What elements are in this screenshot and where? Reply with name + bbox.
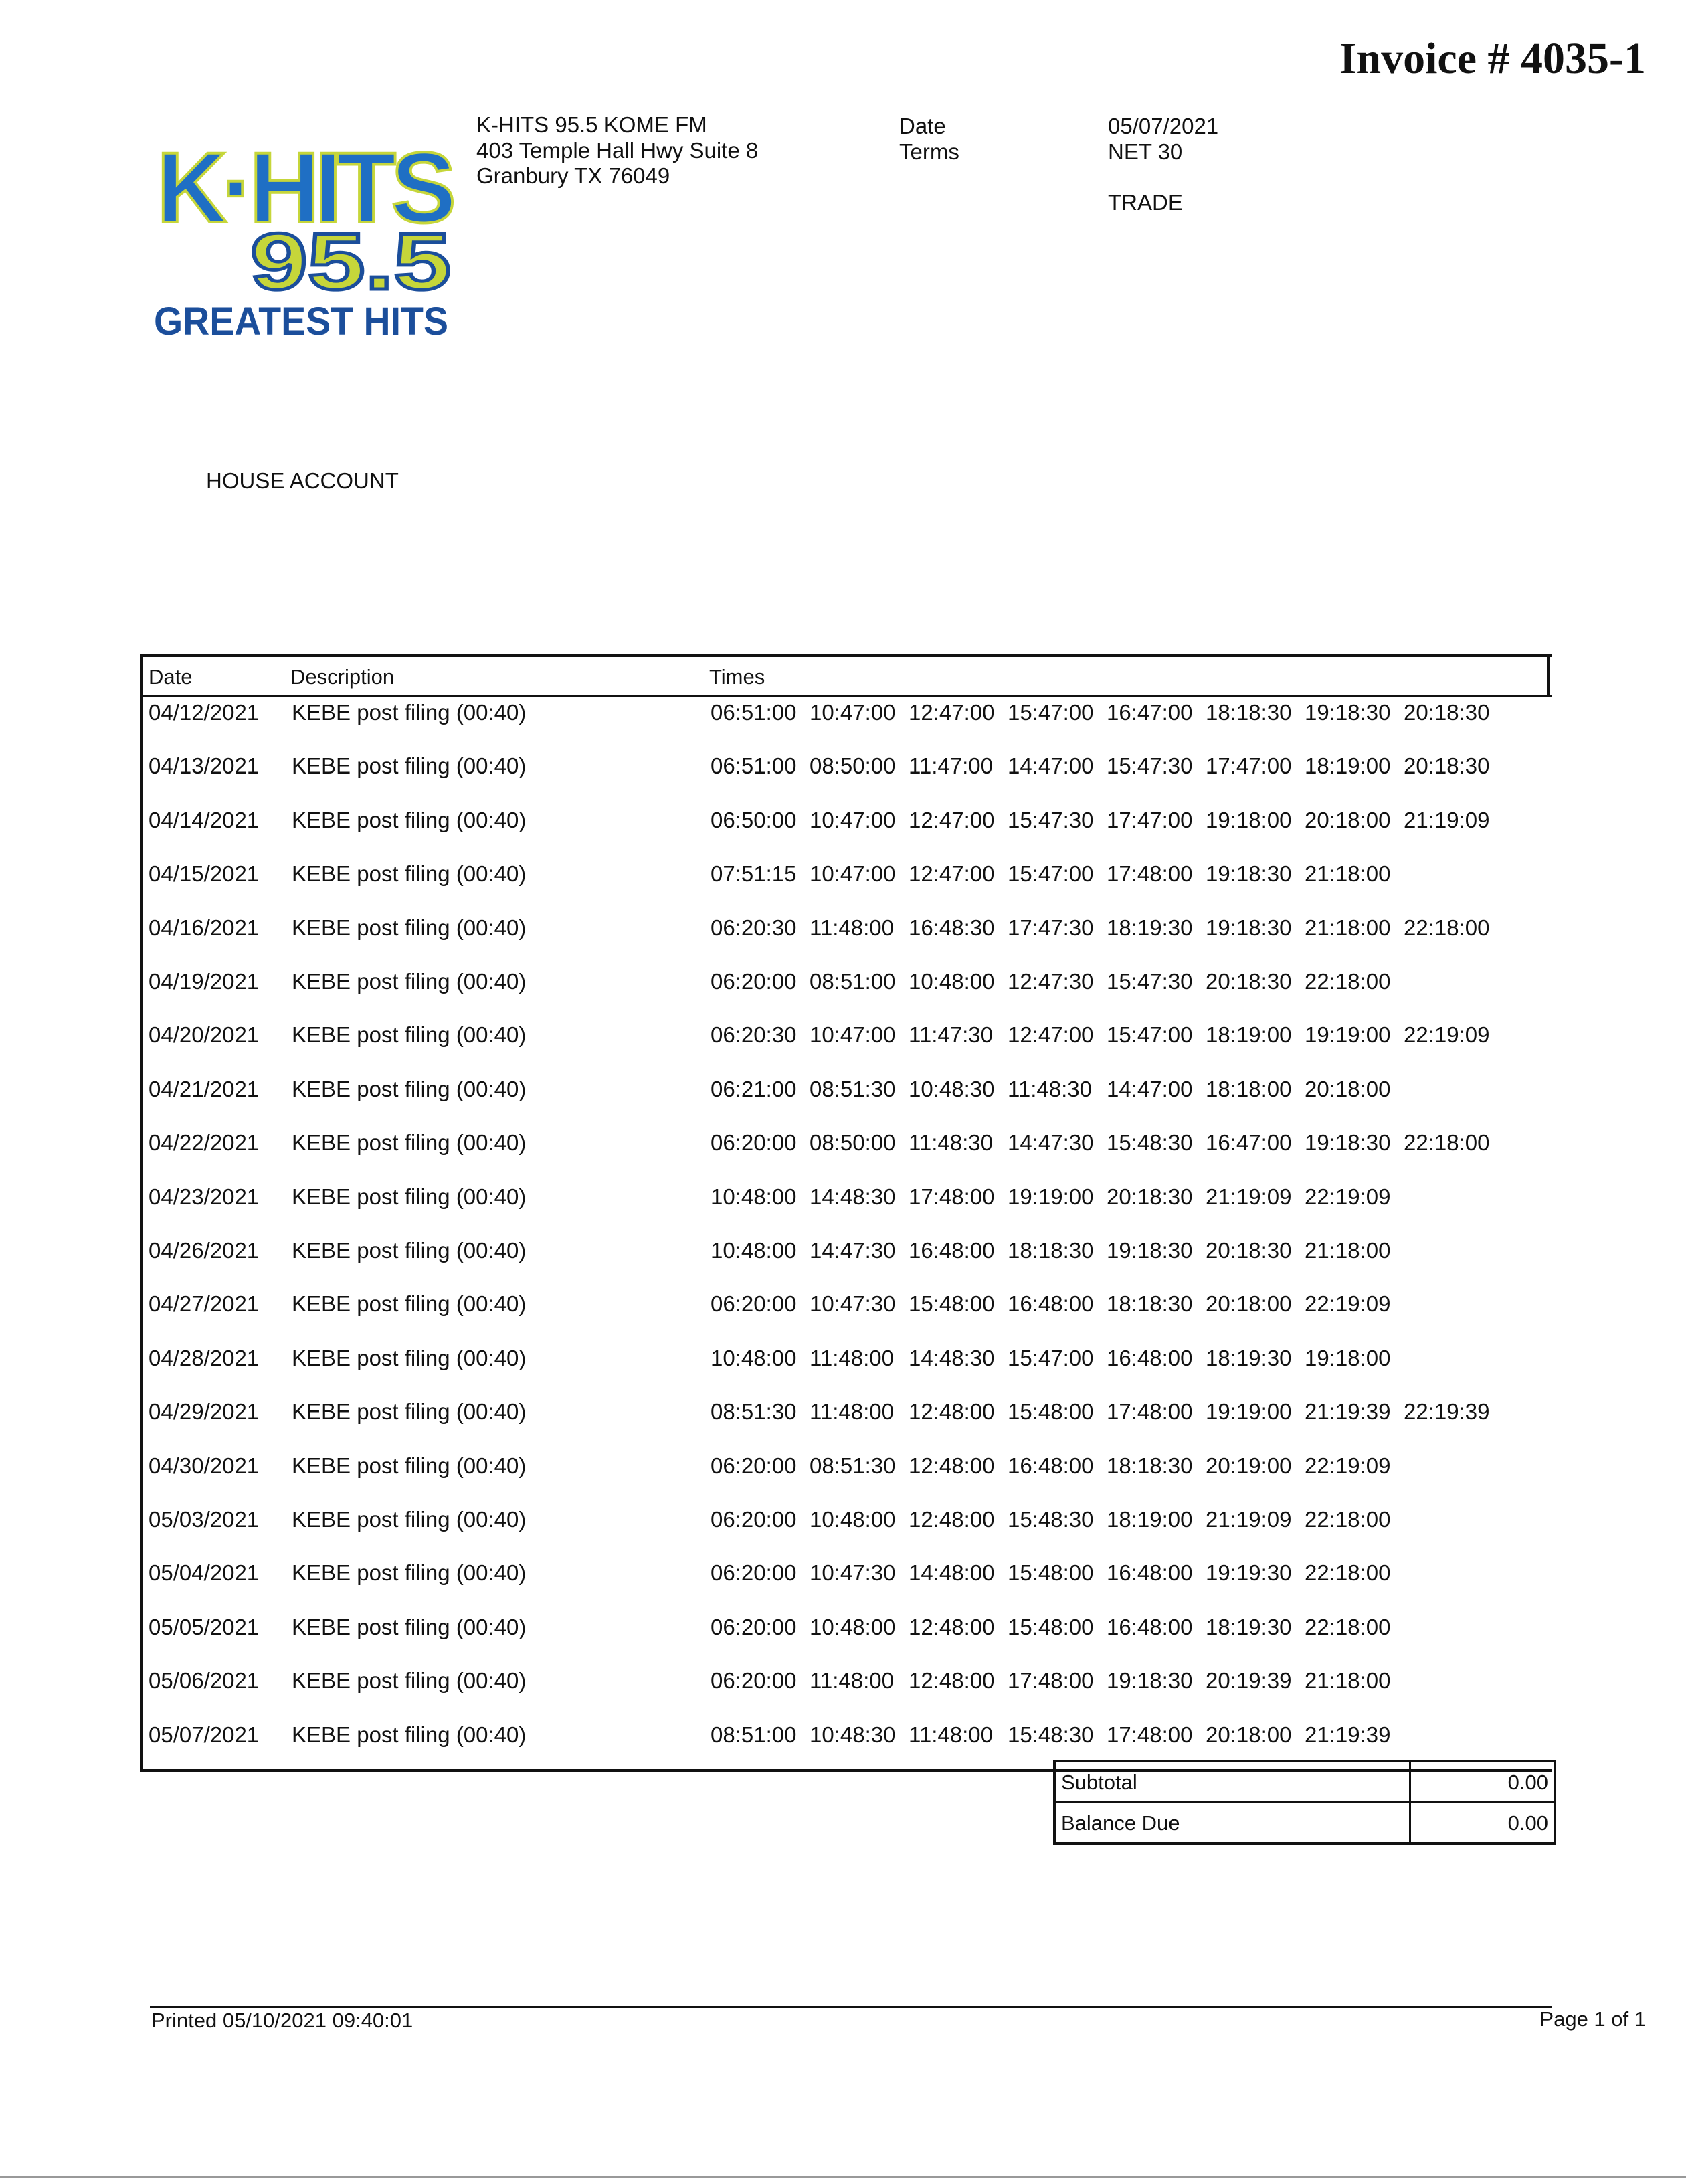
totals-divider — [1409, 1762, 1411, 1801]
air-time: 10:47:00 — [810, 807, 896, 832]
air-time: 15:47:30 — [1008, 807, 1094, 832]
table-row — [143, 966, 1552, 1020]
air-time: 19:18:30 — [1107, 1668, 1193, 1694]
air-time: 16:48:00 — [909, 1238, 995, 1263]
subtotal-value: 0.00 — [1507, 1770, 1548, 1794]
row-description: KEBE post filing (00:40) — [292, 861, 527, 887]
row-date: 04/19/2021 — [149, 969, 260, 994]
air-time: 08:51:00 — [810, 969, 896, 994]
row-description: KEBE post filing (00:40) — [292, 915, 527, 940]
air-time: 22:18:00 — [1305, 1507, 1391, 1532]
bill-to-account: HOUSE ACCOUNT — [206, 468, 399, 493]
row-date: 04/23/2021 — [149, 1184, 260, 1209]
row-date: 04/16/2021 — [149, 915, 260, 940]
air-time: 06:21:00 — [711, 1076, 797, 1101]
air-time: 18:19:00 — [1107, 1507, 1193, 1532]
row-date: 04/29/2021 — [149, 1399, 260, 1425]
row-times — [711, 753, 1503, 779]
air-time: 22:19:09 — [1305, 1291, 1391, 1317]
air-time: 19:18:30 — [1305, 700, 1391, 725]
air-time: 18:18:30 — [1008, 1238, 1094, 1263]
air-time: 06:20:00 — [711, 1507, 797, 1532]
table-row — [143, 1504, 1552, 1558]
air-time: 10:48:00 — [810, 1614, 896, 1639]
air-time: 22:18:00 — [1305, 969, 1391, 994]
station-name: K-HITS 95.5 KOME FM — [476, 112, 707, 137]
air-time: 06:51:00 — [711, 700, 797, 725]
air-time: 08:51:00 — [711, 1722, 797, 1747]
station-address-line2: Granbury TX 76049 — [476, 163, 670, 188]
logo-khits-text: K·HITS — [157, 131, 453, 244]
air-time: 14:48:30 — [909, 1345, 995, 1370]
table-row — [143, 1289, 1552, 1342]
air-time: 10:48:00 — [909, 969, 995, 994]
air-time: 08:50:00 — [810, 753, 896, 779]
table-row — [143, 751, 1552, 804]
table-row — [143, 1612, 1552, 1665]
air-time: 19:19:00 — [1305, 1022, 1391, 1048]
air-time: 12:48:00 — [909, 1668, 995, 1694]
air-time: 10:47:30 — [810, 1291, 896, 1317]
table-row — [143, 913, 1552, 966]
air-time: 17:47:00 — [1107, 807, 1193, 832]
air-time: 21:19:39 — [1305, 1722, 1391, 1747]
row-description: KEBE post filing (00:40) — [292, 1130, 527, 1156]
air-time: 10:48:00 — [711, 1184, 797, 1209]
row-times — [711, 1130, 1503, 1156]
page-number: Page 1 of 1 — [1539, 2007, 1646, 2031]
air-time: 16:48:00 — [1107, 1560, 1193, 1586]
air-time: 20:18:00 — [1305, 1076, 1391, 1101]
air-time: 11:48:30 — [909, 1130, 994, 1156]
air-time: 06:20:00 — [711, 1668, 797, 1694]
air-time: 16:47:00 — [1107, 700, 1193, 725]
table-row — [143, 1182, 1552, 1235]
table-row — [143, 1074, 1552, 1127]
air-time: 14:47:00 — [1107, 1076, 1193, 1101]
row-description: KEBE post filing (00:40) — [292, 1184, 527, 1209]
table-row — [143, 1396, 1552, 1450]
table-row — [143, 1558, 1552, 1611]
air-time: 20:18:30 — [1107, 1184, 1193, 1209]
air-time: 14:47:30 — [1008, 1130, 1094, 1156]
air-time: 17:48:00 — [1008, 1668, 1094, 1694]
air-time: 17:48:00 — [909, 1184, 995, 1209]
table-header — [143, 657, 1552, 697]
air-time: 19:18:00 — [1305, 1345, 1391, 1370]
date-label: Date — [899, 114, 946, 139]
air-time: 16:48:30 — [909, 915, 995, 940]
air-time: 22:19:39 — [1404, 1399, 1490, 1425]
invoice-title: Invoice # 4035-1 — [1339, 34, 1646, 83]
air-time: 21:18:00 — [1305, 861, 1391, 887]
air-time: 19:18:30 — [1107, 1238, 1193, 1263]
air-time: 14:47:00 — [1008, 753, 1094, 779]
air-time: 15:48:30 — [1107, 1130, 1193, 1156]
row-times — [711, 861, 1404, 887]
row-times — [711, 1022, 1503, 1048]
air-time: 18:19:30 — [1107, 915, 1193, 940]
air-time: 11:48:00 — [810, 1345, 895, 1370]
logo-frequency-text: 95.5 — [250, 217, 451, 306]
air-time: 17:48:00 — [1107, 861, 1193, 887]
header-date: Date — [149, 665, 193, 689]
row-description: KEBE post filing (00:40) — [292, 969, 527, 994]
air-time: 06:20:00 — [711, 1291, 797, 1317]
air-time: 21:19:09 — [1206, 1184, 1292, 1209]
air-time: 14:48:00 — [909, 1560, 995, 1586]
row-date: 04/28/2021 — [149, 1345, 260, 1370]
logo-tagline-text: GREATEST HITS — [154, 300, 448, 343]
air-time: 15:48:00 — [1008, 1614, 1094, 1639]
air-time: 16:48:00 — [1008, 1453, 1094, 1478]
row-description: KEBE post filing (00:40) — [292, 1453, 527, 1478]
air-time: 10:47:30 — [810, 1560, 896, 1586]
air-time: 21:18:00 — [1305, 1238, 1391, 1263]
row-date: 04/30/2021 — [149, 1453, 260, 1478]
header-description: Description — [290, 665, 395, 689]
air-time: 21:19:39 — [1305, 1399, 1391, 1425]
row-description: KEBE post filing (00:40) — [292, 700, 527, 725]
air-time: 22:19:09 — [1305, 1453, 1391, 1478]
air-time: 17:48:00 — [1107, 1399, 1193, 1425]
air-time: 11:48:00 — [810, 1668, 895, 1694]
air-time: 06:50:00 — [711, 807, 797, 832]
air-time: 15:48:00 — [1008, 1399, 1094, 1425]
row-description: KEBE post filing (00:40) — [292, 1022, 527, 1048]
air-time: 08:51:30 — [711, 1399, 797, 1425]
row-times — [711, 1453, 1404, 1479]
row-date: 04/13/2021 — [149, 753, 260, 779]
air-time: 15:48:30 — [1008, 1507, 1094, 1532]
air-time: 18:19:30 — [1206, 1345, 1292, 1370]
air-time: 18:19:00 — [1305, 753, 1391, 779]
air-time: 18:19:30 — [1206, 1614, 1292, 1639]
air-time: 19:18:00 — [1206, 807, 1292, 832]
air-time: 12:47:30 — [1008, 969, 1094, 994]
date-value: 05/07/2021 — [1108, 114, 1219, 139]
totals-box — [1053, 1760, 1556, 1845]
table-row — [143, 1343, 1552, 1396]
air-time: 15:48:00 — [1008, 1560, 1094, 1586]
trade-label: TRADE — [1108, 190, 1183, 215]
air-time: 18:18:30 — [1107, 1453, 1193, 1478]
air-time: 14:47:30 — [810, 1238, 896, 1263]
row-description: KEBE post filing (00:40) — [292, 753, 527, 779]
air-time: 06:20:30 — [711, 1022, 797, 1048]
air-time: 11:48:00 — [810, 1399, 895, 1425]
header-times: Times — [709, 665, 765, 689]
air-time: 14:48:30 — [810, 1184, 896, 1209]
air-time: 12:47:00 — [909, 861, 995, 887]
air-time: 21:19:09 — [1404, 807, 1490, 832]
table-row — [143, 1020, 1552, 1073]
air-time: 15:47:30 — [1107, 753, 1193, 779]
air-time: 10:48:00 — [810, 1507, 896, 1532]
table-row — [143, 805, 1552, 858]
air-time: 10:48:00 — [711, 1345, 797, 1370]
air-time: 22:18:00 — [1404, 1130, 1490, 1156]
air-time: 21:19:09 — [1206, 1507, 1292, 1532]
air-time: 08:51:30 — [810, 1453, 896, 1478]
air-time: 22:18:00 — [1404, 915, 1490, 940]
row-date: 04/26/2021 — [149, 1238, 260, 1263]
air-time: 12:48:00 — [909, 1614, 995, 1639]
air-time: 19:19:00 — [1206, 1399, 1292, 1425]
air-time: 16:48:00 — [1008, 1291, 1094, 1317]
air-time: 20:18:30 — [1206, 1238, 1292, 1263]
air-time: 17:47:00 — [1206, 753, 1292, 779]
balance-due-label: Balance Due — [1061, 1811, 1180, 1835]
air-time: 21:18:00 — [1305, 915, 1391, 940]
air-time: 19:18:30 — [1305, 1130, 1391, 1156]
row-times — [711, 1291, 1404, 1317]
row-times — [711, 1615, 1404, 1640]
row-description: KEBE post filing (00:40) — [292, 1614, 527, 1639]
air-time: 19:18:30 — [1206, 861, 1292, 887]
air-time: 22:19:09 — [1404, 1022, 1490, 1048]
air-time: 06:20:30 — [711, 915, 797, 940]
air-time: 16:47:00 — [1206, 1130, 1292, 1156]
station-address-line1: 403 Temple Hall Hwy Suite 8 — [476, 138, 759, 163]
row-description: KEBE post filing (00:40) — [292, 1399, 527, 1425]
air-time: 06:20:00 — [711, 969, 797, 994]
air-time: 20:18:30 — [1206, 969, 1292, 994]
air-time: 15:47:00 — [1008, 861, 1094, 887]
row-date: 04/15/2021 — [149, 861, 260, 887]
table-row — [143, 1451, 1552, 1504]
air-time: 15:47:00 — [1008, 700, 1094, 725]
printed-timestamp: Printed 05/10/2021 09:40:01 — [151, 2009, 413, 2032]
table-row — [143, 858, 1552, 912]
balance-due-row — [1056, 1803, 1554, 1842]
station-address — [476, 112, 758, 189]
air-time: 08:50:00 — [810, 1130, 896, 1156]
row-description: KEBE post filing (00:40) — [292, 807, 527, 832]
row-date: 04/12/2021 — [149, 700, 260, 725]
scan-bottom-edge — [0, 2176, 1686, 2178]
invoice-meta-labels — [899, 114, 959, 165]
air-time: 15:47:30 — [1107, 969, 1193, 994]
row-times — [711, 1507, 1404, 1532]
row-description: KEBE post filing (00:40) — [292, 1291, 527, 1317]
air-time: 12:47:00 — [909, 807, 995, 832]
air-time: 19:19:30 — [1206, 1560, 1292, 1586]
row-date: 05/06/2021 — [149, 1668, 260, 1694]
air-time: 07:51:15 — [711, 861, 797, 887]
row-description: KEBE post filing (00:40) — [292, 1560, 527, 1586]
air-time: 18:18:30 — [1206, 700, 1292, 725]
air-time: 11:48:30 — [1008, 1076, 1093, 1101]
air-time: 08:51:30 — [810, 1076, 896, 1101]
row-description: KEBE post filing (00:40) — [292, 1076, 527, 1101]
air-time: 15:48:30 — [1008, 1722, 1094, 1747]
air-time: 06:20:00 — [711, 1130, 797, 1156]
air-time: 15:47:00 — [1107, 1022, 1193, 1048]
footer-rule — [150, 2006, 1552, 2008]
row-times — [711, 915, 1503, 941]
row-date: 05/07/2021 — [149, 1722, 260, 1747]
row-times — [711, 1668, 1404, 1694]
air-time: 06:51:00 — [711, 753, 797, 779]
row-description: KEBE post filing (00:40) — [292, 1668, 527, 1694]
air-time: 15:48:00 — [909, 1291, 995, 1317]
air-time: 06:20:00 — [711, 1614, 797, 1639]
row-times — [711, 1184, 1404, 1210]
line-items-table — [140, 654, 1552, 1772]
row-times — [711, 1077, 1404, 1102]
air-time: 18:18:00 — [1206, 1076, 1292, 1101]
table-row — [143, 697, 1552, 751]
table-row — [143, 1127, 1552, 1181]
air-time: 12:47:00 — [1008, 1022, 1094, 1048]
air-time: 12:48:00 — [909, 1507, 995, 1532]
air-time: 20:18:00 — [1305, 807, 1391, 832]
row-times — [711, 1238, 1404, 1263]
air-time: 12:48:00 — [909, 1453, 995, 1478]
air-time: 20:18:30 — [1404, 700, 1490, 725]
air-time: 19:18:30 — [1206, 915, 1292, 940]
subtotal-row — [1056, 1762, 1554, 1803]
air-time: 22:18:00 — [1305, 1614, 1391, 1639]
row-date: 05/04/2021 — [149, 1560, 260, 1586]
row-times — [711, 1722, 1404, 1748]
air-time: 22:19:09 — [1305, 1184, 1391, 1209]
air-time: 18:19:00 — [1206, 1022, 1292, 1048]
air-time: 11:47:30 — [909, 1022, 994, 1048]
row-times — [711, 1399, 1503, 1425]
row-description: KEBE post filing (00:40) — [292, 1507, 527, 1532]
row-description: KEBE post filing (00:40) — [292, 1345, 527, 1370]
row-date: 04/21/2021 — [149, 1076, 260, 1101]
balance-due-value: 0.00 — [1507, 1811, 1548, 1835]
air-time: 12:47:00 — [909, 700, 995, 725]
air-time: 15:47:00 — [1008, 1345, 1094, 1370]
air-time: 10:48:30 — [810, 1722, 896, 1747]
air-time: 11:48:00 — [909, 1722, 994, 1747]
air-time: 20:19:39 — [1206, 1668, 1292, 1694]
terms-value: NET 30 — [1108, 139, 1183, 164]
air-time: 16:48:00 — [1107, 1345, 1193, 1370]
air-time: 17:47:30 — [1008, 915, 1094, 940]
air-time: 10:48:00 — [711, 1238, 797, 1263]
air-time: 10:47:00 — [810, 861, 896, 887]
air-time: 22:18:00 — [1305, 1560, 1391, 1586]
air-time: 20:18:00 — [1206, 1291, 1292, 1317]
totals-divider — [1409, 1803, 1411, 1842]
invoice-meta-values — [1108, 114, 1218, 165]
row-times — [711, 1560, 1404, 1586]
row-description: KEBE post filing (00:40) — [292, 1722, 527, 1747]
air-time: 11:48:00 — [810, 915, 895, 940]
row-date: 04/22/2021 — [149, 1130, 260, 1156]
air-time: 06:20:00 — [711, 1560, 797, 1586]
air-time: 06:20:00 — [711, 1453, 797, 1478]
row-times — [711, 969, 1404, 994]
row-date: 05/05/2021 — [149, 1614, 260, 1639]
air-time: 12:48:00 — [909, 1399, 995, 1425]
air-time: 10:47:00 — [810, 700, 896, 725]
row-times — [711, 1346, 1404, 1371]
air-time: 10:47:00 — [810, 1022, 896, 1048]
table-row — [143, 1235, 1552, 1289]
air-time: 20:19:00 — [1206, 1453, 1292, 1478]
air-time: 19:19:00 — [1008, 1184, 1094, 1209]
row-date: 04/27/2021 — [149, 1291, 260, 1317]
air-time: 20:18:00 — [1206, 1722, 1292, 1747]
air-time: 10:48:30 — [909, 1076, 995, 1101]
air-time: 20:18:30 — [1404, 753, 1490, 779]
table-row — [143, 1665, 1552, 1719]
row-times — [711, 808, 1503, 833]
station-logo — [150, 122, 458, 343]
terms-label: Terms — [899, 139, 959, 164]
air-time: 21:18:00 — [1305, 1668, 1391, 1694]
subtotal-label: Subtotal — [1061, 1770, 1137, 1794]
air-time: 11:47:00 — [909, 753, 994, 779]
row-date: 04/20/2021 — [149, 1022, 260, 1048]
air-time: 18:18:30 — [1107, 1291, 1193, 1317]
row-date: 05/03/2021 — [149, 1507, 260, 1532]
air-time: 17:48:00 — [1107, 1722, 1193, 1747]
row-times — [711, 700, 1503, 725]
row-date: 04/14/2021 — [149, 807, 260, 832]
row-description: KEBE post filing (00:40) — [292, 1238, 527, 1263]
air-time: 16:48:00 — [1107, 1614, 1193, 1639]
